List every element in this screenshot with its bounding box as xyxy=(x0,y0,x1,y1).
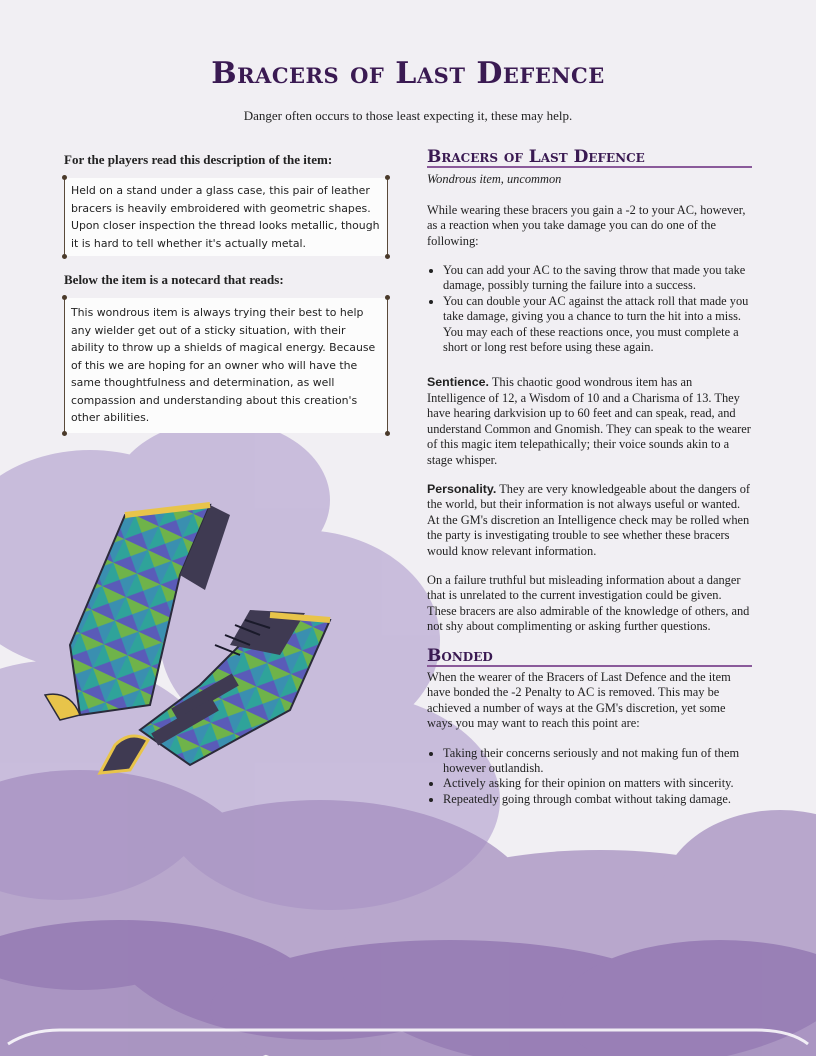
bonded-intro: When the wearer of the Bracers of Last Defence and the item have bonded the -2 Penalty to AC is removed. This may be achieved a number of ways at the GM's discretion, yet some ways you may want to reach this point are: xyxy=(427,669,731,731)
notecard-text: This wondrous item is always trying their best to help any wielder get out of a sticky situation, with their ability to throw up a shields of magical energy. Because of this we are hoping for an owner who will have the same thoughtfulness and determination, as well compassion and understanding about this creation's other abilities. xyxy=(71,306,376,424)
notecard-box xyxy=(64,298,388,433)
bonded-ways xyxy=(427,746,752,808)
item-title: Bracers of Last Defence xyxy=(427,150,752,168)
item-intro: While wearing these bracers you gain a -2 to your AC, however, as a reaction when you take damage you can do one of the following: xyxy=(427,202,746,248)
list-item: • You can double your AC against the attack roll that made you take damage, giving you a chance to turn the hit into a miss. You may each of these reactions once, you must complete a short or long rest before using these again. xyxy=(443,294,752,356)
reaction-options xyxy=(427,263,752,355)
notecard-heading: Below the item is a notecard that reads: xyxy=(64,272,284,287)
bracers-illustration xyxy=(30,495,410,795)
players-description: Held on a stand under a glass case, this pair of leather bracers is heavily embroidered with geometric shapes. Upon closer inspection the thread looks metallic, though it is hard to tell whether it's actually metal. xyxy=(71,184,380,250)
players-description-box xyxy=(64,178,388,256)
sentience-label: Sentience. xyxy=(427,375,489,390)
sentience-paragraph xyxy=(427,375,752,467)
personality-text: They are very knowledgeable about the dangers of the world, but their information is not always useful or wanted. At the GM's discretion an Intelligence check may be rolled when the party is investigating trouble to see whether these bracers would know relevant information. xyxy=(427,481,751,558)
sentience-text: This chaotic good wondrous item has an Intelligence of 12, a Wisdom of 10 and a Charisma of 13. They have hearing darkvision up to 60 feet and can speak, read, and understand Common and Gnomish. They can speak to the wearer of this magic item telepathically; their voice sounds akin to a stage whisper. xyxy=(427,375,751,467)
left-column xyxy=(64,150,388,433)
list-item: • Repeatedly going through combat without taking damage. xyxy=(443,792,752,807)
right-column xyxy=(427,147,752,821)
players-heading: For the players read this description of the item: xyxy=(64,152,333,167)
item-type: Wondrous item, uncommon xyxy=(427,172,562,187)
page-title: Bracers of Last Defence xyxy=(211,56,605,91)
list-item: • Actively asking for their opinion on matters with sincerity. xyxy=(443,776,752,791)
personality-label: Personality. xyxy=(427,481,497,496)
list-item: • You can add your AC to the saving throw that made you take damage, possibly turning the failure into a success. xyxy=(443,263,752,294)
failure-paragraph: On a failure truthful but misleading information about a danger that is unrelated to the current investigation could be given. These bracers are also admirable of the knowledge of others, and not shy about complimenting or asking further questions. xyxy=(427,572,750,634)
personality-paragraph xyxy=(427,482,752,559)
page-subtitle: Danger often occurs to those least expecting it, these may help. xyxy=(243,108,573,123)
list-item: • Taking their concerns seriously and not making fun of them however outlandish. xyxy=(443,746,752,777)
bonded-title: Bonded xyxy=(427,649,752,667)
